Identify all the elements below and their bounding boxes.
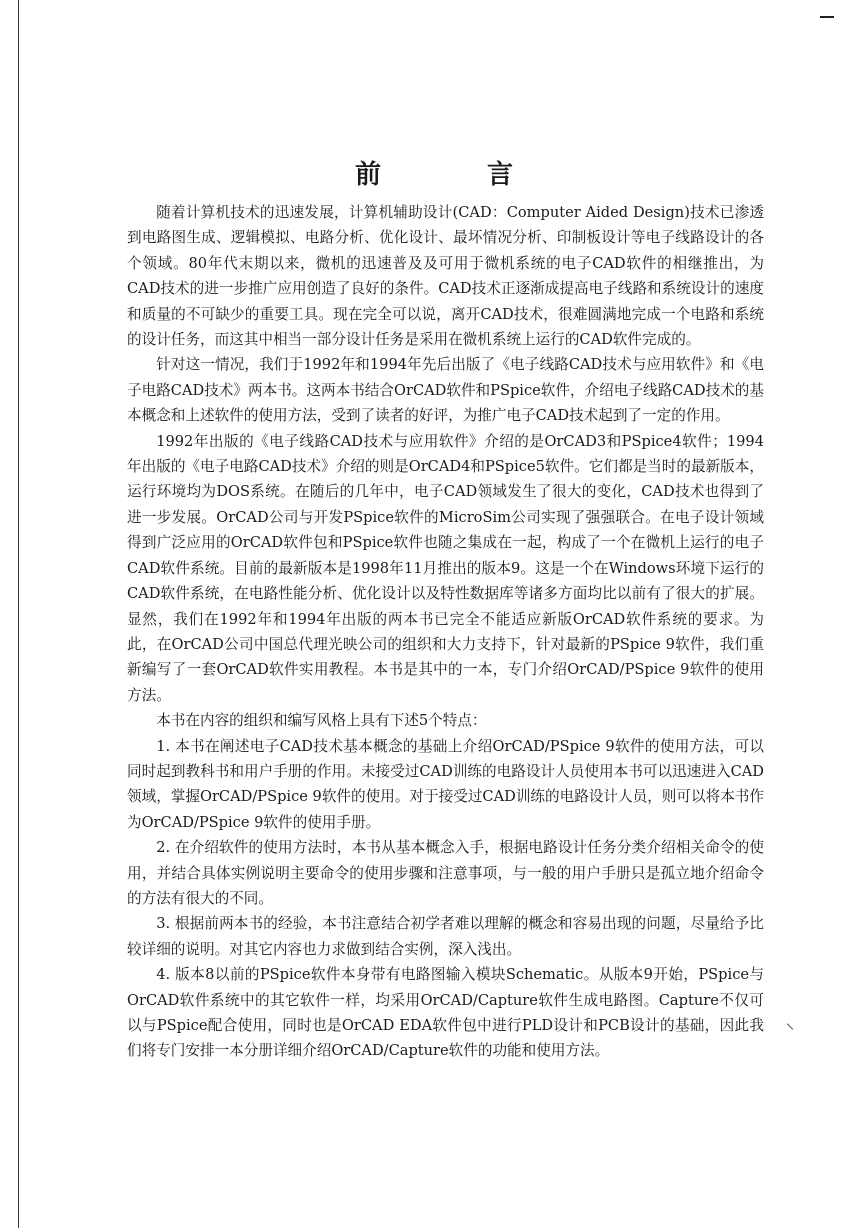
paragraph-intro: 随着计算机技术的迅速发展，计算机辅助设计(CAD：Computer Aided Design)技术已渗透到电路图生成、逻辑模拟、电路分析、优化设计、最坏情况分析、印制板设计等电子线路设计的各个领域。80年代末期以来，微机的迅速普及及可用于微机系统的电子CAD软件的相继推出，为CAD技术的进一步推广应用创造了良好的条件。CAD技术正逐渐成提高电子线路和系统设计的速度和质量的不可缺少的重要工具。现在完全可以说，离开CAD技术，很难圆满地完成一个电路和系统的设计任务，而这其中相当一部分设计任务是采用在微机系统上运行的CAD软件完成的。 xyxy=(127,204,764,349)
paragraph-previous-books: 针对这一情况，我们于1992年和1994年先后出版了《电子线路CAD技术与应用软件》和《电子电路CAD技术》两本书。这两本书结合OrCAD软件和PSpice软件，介绍电子线路CAD技术的基本概念和上述软件的使用方法，受到了读者的好评，为推广电子CAD技术起到了一定的作用。 xyxy=(127,356,764,425)
paragraph-feature-2: 2. 在介绍软件的使用方法时，本书从基本概念入手，根据电路设计任务分类介绍相关命令的使用，并结合具体实例说明主要命令的使用步骤和注意事项，与一般的用户手册只是孤立地介绍命令的方法有很大的不同。 xyxy=(127,839,764,907)
paragraph-features-lead: 本书在内容的组织和编写风格上具有下述5个特点： xyxy=(156,712,487,730)
preface-body xyxy=(127,200,764,1064)
paragraph-feature-1: 1. 本书在阐述电子CAD技术基本概念的基础上介绍OrCAD/PSpice 9软件的使用方法，可以同时起到教科书和用户手册的作用。未接受过CAD训练的电路设计人员使用本书可以迅速进入CAD领域，掌握OrCAD/PSpice 9软件的使用。对于接受过CAD训练的电路设计人员，则可以将本书作为OrCAD/PSpice 9软件的使用手册。 xyxy=(127,737,764,831)
paragraph-version-history: 1992年出版的《电子线路CAD技术与应用软件》介绍的是OrCAD3和PSpice4软件；1994年出版的《电子电路CAD技术》介绍的则是OrCAD4和PSpice5软件。它们都是当时的最新版本，运行环境均为DOS系统。在随后的几年中，电子CAD领域发生了很大的变化，CAD技术也得到了进一步发展。OrCAD公司与开发PSpice软件的MicroSim公司实现了强强联合。在电子设计领域得到广泛应用的OrCAD软件包和PSpice软件也随之集成在一起，构成了一个在微机上运行的电子CAD软件系统。目前的最新版本是1998年11月推出的版本9。这是一个在Windows环境下运行的CAD软件系统，在电路性能分析、优化设计以及特性数据库等诸多方面均比以前有了很大的扩展。显然，我们在1992年和1994年出版的两本书已完全不能适应新版OrCAD软件系统的要求。为此，在OrCAD公司中国总代理光映公司的组织和大力支持下，针对最新的PSpice 9软件，我们重新编写了一套OrCAD软件实用教程。本书是其中的一本，专门介绍OrCAD/PSpice 9软件的使用方法。 xyxy=(127,432,764,704)
corner-mark xyxy=(820,16,834,18)
paragraph-feature-4: 4. 版本8以前的PSpice软件本身带有电路图输入模块Schematic。从版本9开始，PSpice与OrCAD软件系统中的其它软件一样，均采用OrCAD/Capture软件生成电路图。Capture不仅可以与PSpice配合使用，同时也是OrCAD EDA软件包中进行PLD设计和PCB设计的基础，因此我们将专门安排一本分册详细介绍OrCAD/Capture软件的功能和使用方法。 xyxy=(127,966,764,1060)
page-title: 前 言 xyxy=(354,160,553,191)
scan-artifact-mark xyxy=(787,1023,793,1029)
paragraph-feature-3: 3. 根据前两本书的经验，本书注意结合初学者难以理解的概念和容易出现的问题，尽量给予比较详细的说明。对其它内容也力求做到结合实例，深入浅出。 xyxy=(127,915,764,958)
